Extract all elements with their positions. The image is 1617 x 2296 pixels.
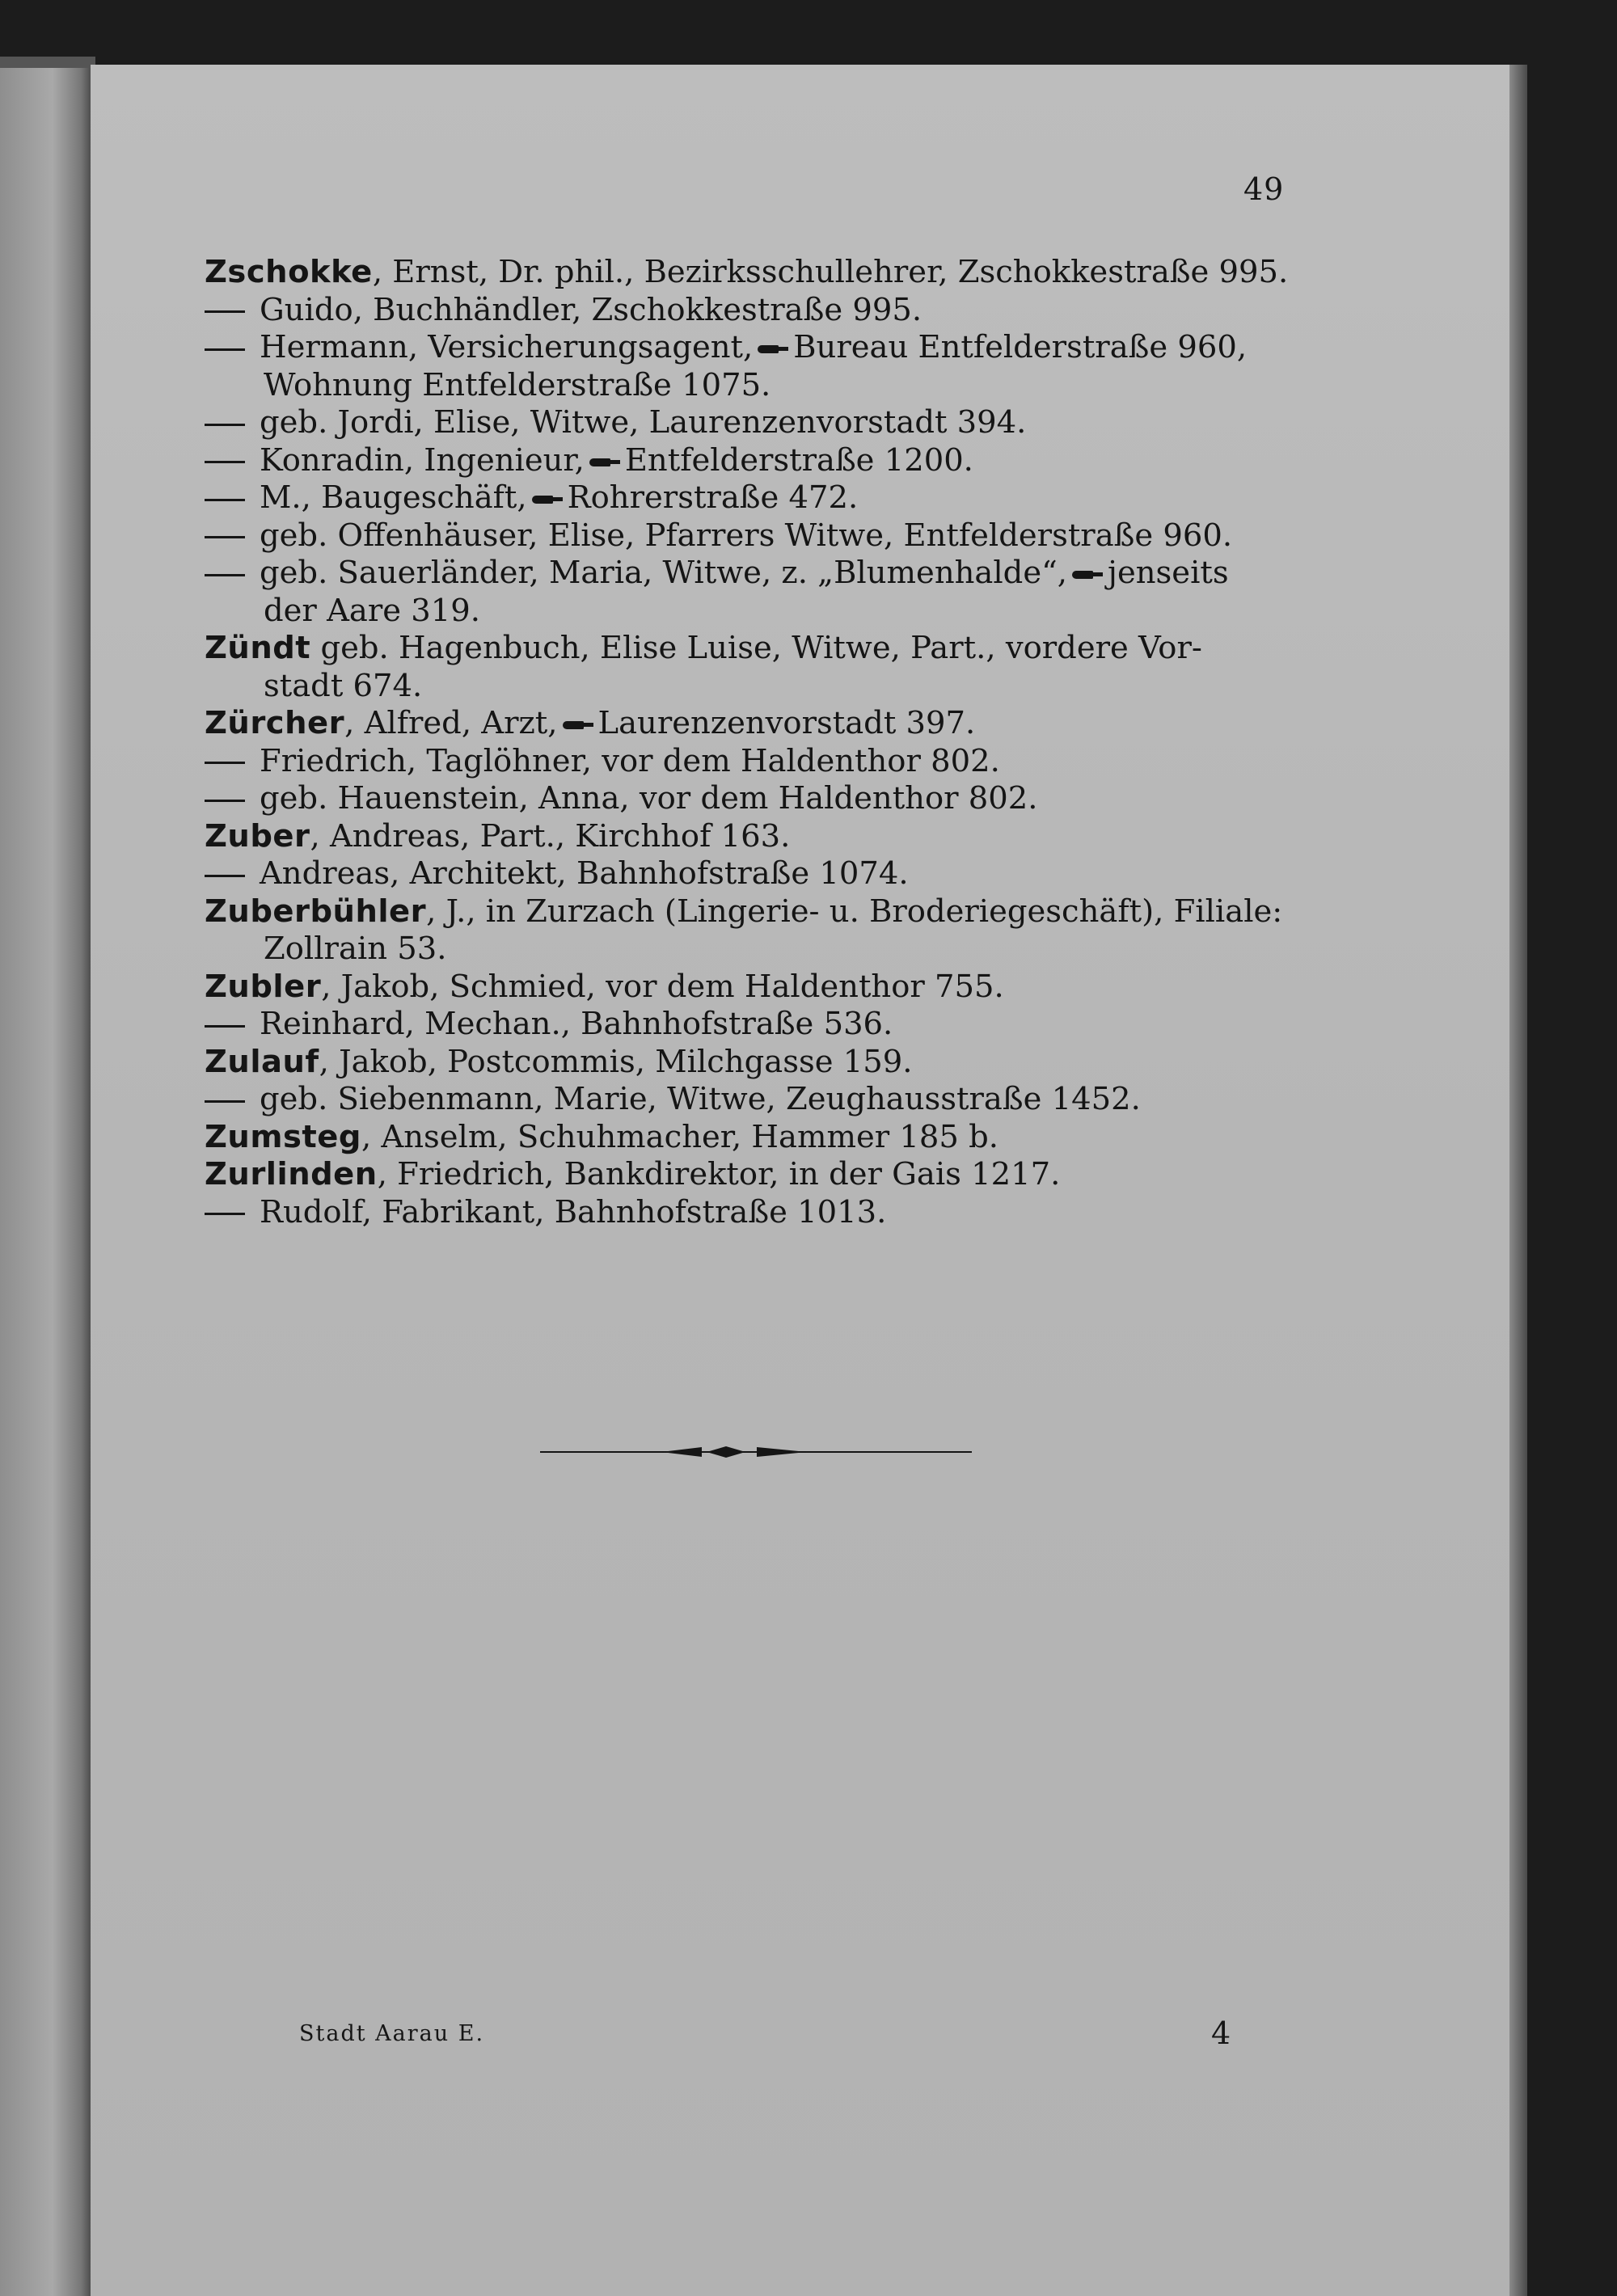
footer-sheet-number: 4: [1211, 2015, 1231, 2051]
facing-page-edge: [0, 57, 95, 2296]
entry-text: , Friedrich, Bankdirektor, in der Gais 1217.: [377, 1156, 1061, 1192]
list-item: [205, 893, 1304, 969]
dash-mark: [205, 348, 245, 351]
directory-entries: [205, 254, 1304, 1231]
list-item: [205, 329, 1304, 404]
entry-continuation: der Aare 319.: [264, 592, 480, 629]
entry-text: Andreas, Architekt, Bahnhofstraße 1074.: [260, 855, 909, 892]
list-item: [205, 254, 1304, 292]
entry-text: Konradin, Ingenieur,: [260, 441, 585, 479]
entry-text: Bureau Entfelderstraße 960,: [793, 329, 1248, 365]
dash-mark: [205, 461, 245, 463]
list-item: [205, 555, 1304, 630]
entry-continuation: Zollrain 53.: [264, 931, 447, 967]
entry-text: geb. Siebenmann, Marie, Witwe, Zeughausstraße 1452.: [260, 1081, 1141, 1117]
dash-mark: [205, 1025, 245, 1028]
entry-name: Zündt: [205, 630, 311, 666]
list-item: [205, 292, 1304, 330]
entry-name: Zuber: [205, 817, 310, 855]
ornament-divider: [540, 1442, 972, 1462]
entry-text: geb. Hauenstein, Anna, vor dem Haldenthor 802.: [260, 780, 1038, 817]
list-item: [205, 517, 1304, 555]
dash-mark: [205, 424, 245, 426]
list-item: [205, 705, 1304, 743]
entry-text: , Andreas, Part., Kirchhof 163.: [310, 817, 791, 855]
facing-page-shadow: [0, 57, 95, 68]
entry-continuation: stadt 674.: [264, 667, 423, 704]
list-item: [205, 1194, 1304, 1232]
list-item: [205, 442, 1304, 480]
entry-text: Friedrich, Taglöhner, vor dem Haldenthor 802.: [260, 742, 1000, 779]
list-item: [205, 780, 1304, 818]
dash-mark: [205, 310, 245, 313]
list-item: [205, 1119, 1304, 1157]
entry-name: Zubler: [205, 968, 322, 1005]
entry-text: geb. Offenhäuser, Elise, Pfarrers Witwe, Entfelderstraße 960.: [260, 517, 1233, 554]
entry-text: Entfelderstraße 1200.: [624, 441, 973, 479]
pointing-hand-icon: [758, 344, 788, 355]
entry-text: Rohrerstraße 472.: [567, 479, 859, 516]
entry-text: Guido, Buchhändler, Zschokkestraße 995.: [260, 291, 922, 328]
entry-name: Zumsteg: [205, 1118, 361, 1155]
entry-text: Hermann, Versicherungsagent,: [260, 329, 754, 365]
entry-text: , Ernst, Dr. phil., Bezirksschullehrer, Zschokkestraße 995.: [372, 254, 1289, 290]
dash-mark: [205, 499, 245, 501]
list-item: [205, 1156, 1304, 1194]
footer-signature: Stadt Aarau E.: [299, 2021, 485, 2046]
list-item: [205, 1044, 1304, 1082]
dash-mark: [205, 762, 245, 764]
entry-name: Zürcher: [205, 705, 345, 741]
dash-mark: [205, 800, 245, 802]
entry-name: Zschokke: [205, 254, 373, 290]
pointing-hand-icon: [532, 494, 563, 505]
list-item: [205, 479, 1304, 517]
page-edge-shadow: [1509, 65, 1527, 2296]
entry-text: , Jakob, Postcommis, Milchgasse 159.: [319, 1043, 913, 1080]
entry-text: geb. Jordi, Elise, Witwe, Laurenzenvorstadt 394.: [260, 404, 1027, 441]
dash-mark: [205, 574, 245, 576]
dash-mark: [205, 1100, 245, 1103]
entry-name: Zuberbühler: [205, 893, 427, 930]
entry-text: , J., in Zurzach (Lingerie- u. Broderiegeschäft), Filiale:: [426, 893, 1283, 930]
dash-mark: [205, 1213, 245, 1215]
pointing-hand-icon: [1072, 569, 1103, 580]
page-number: 49: [1243, 171, 1285, 207]
entry-text: , Anselm, Schuhmacher, Hammer 185 b.: [361, 1118, 999, 1155]
entry-name: Zulauf: [205, 1043, 319, 1080]
entry-text: geb. Sauerländer, Maria, Witwe, z. „Blumenhalde“,: [260, 555, 1068, 591]
entry-continuation: Wohnung Entfelderstraße 1075.: [264, 366, 771, 403]
dash-mark: [205, 536, 245, 538]
list-item: [205, 969, 1304, 1007]
entry-text: jenseits: [1108, 555, 1229, 591]
list-item: [205, 743, 1304, 781]
entry-text: geb. Hagenbuch, Elise Luise, Witwe, Part., vordere Vor-: [310, 630, 1202, 666]
entry-text: Rudolf, Fabrikant, Bahnhofstraße 1013.: [260, 1193, 887, 1230]
list-item: [205, 404, 1304, 442]
entry-text: , Alfred, Arzt,: [344, 705, 558, 741]
list-item: [205, 855, 1304, 893]
list-item: [205, 630, 1304, 705]
entry-text: M., Baugeschäft,: [260, 479, 527, 516]
entry-name: Zurlinden: [205, 1156, 378, 1192]
list-item: [205, 818, 1304, 856]
list-item: [205, 1006, 1304, 1044]
pointing-hand-icon: [589, 457, 620, 468]
entry-text: Laurenzenvorstadt 397.: [597, 705, 976, 741]
dash-mark: [205, 875, 245, 877]
entry-text: , Jakob, Schmied, vor dem Haldenthor 755.: [321, 968, 1004, 1005]
pointing-hand-icon: [563, 720, 593, 731]
entry-text: Reinhard, Mechan., Bahnhofstraße 536.: [260, 1006, 893, 1042]
list-item: [205, 1081, 1304, 1119]
